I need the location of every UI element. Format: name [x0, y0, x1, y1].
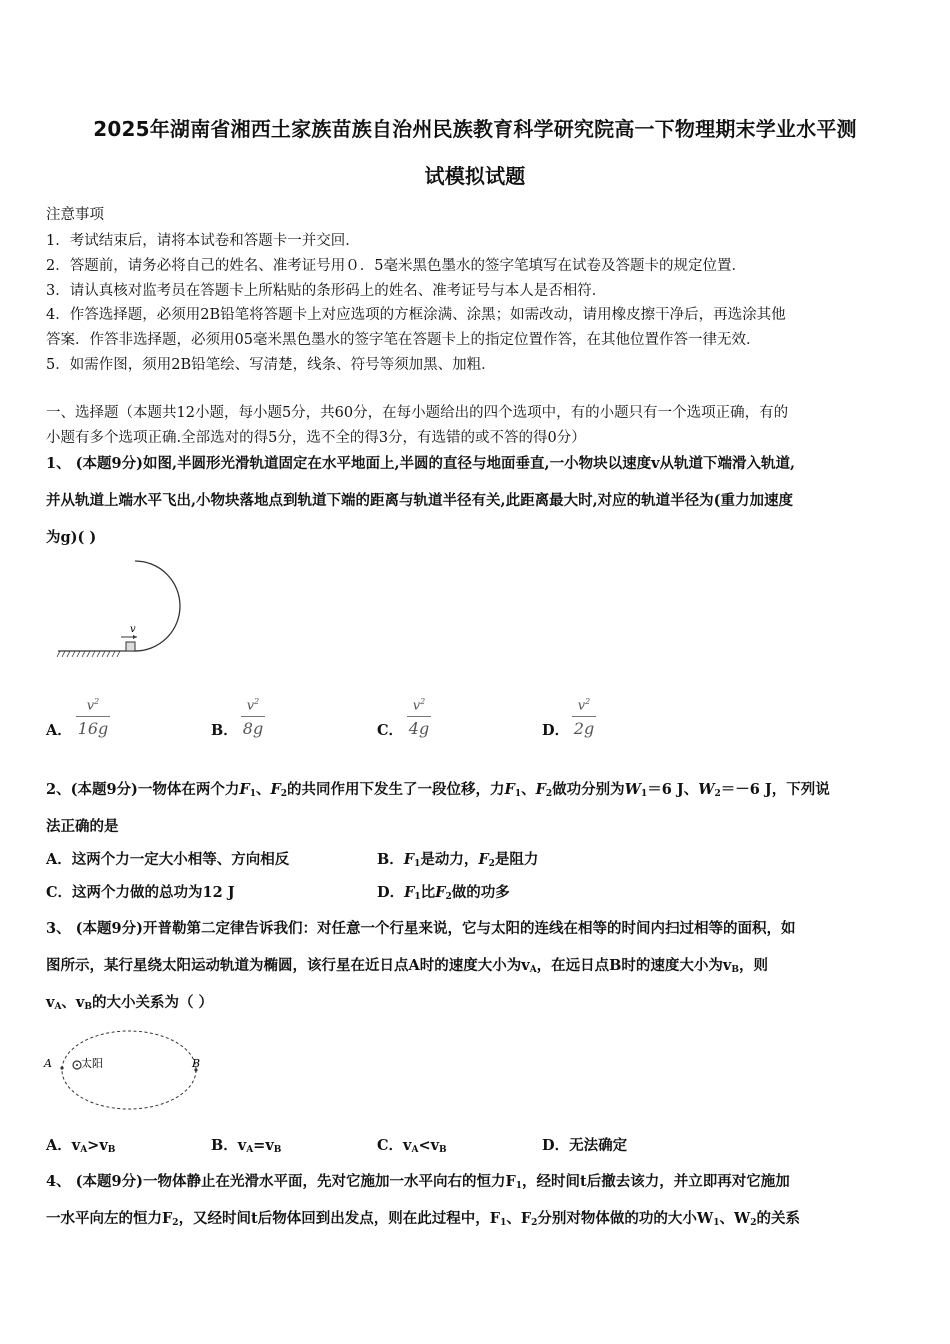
q2-option-d: D．$F_1$比$F_2$做的功多 — [377, 884, 510, 902]
q3-ellipse-orbit-figure — [40, 1028, 210, 1113]
ground-hatching — [57, 651, 120, 657]
q3-text-line1: 3、 (本题9分)开普勒第二定律告诉我们：对任意一个行星来说，它与太阳的连线在相等的时间内扫过相等的面积，如 — [46, 920, 796, 937]
notice-heading: 注意事项 — [46, 207, 104, 223]
q2-text-line1: 2、(本题9分)一物体在两个力$F_1$、$F_2$的共同作用下发生了一段位移，力$F_1$、$F_2$做功分别为$W_1=6$ J、$W_2=-6$ J，下列说 — [46, 781, 830, 799]
q4-text-line1: 4、 (本题9分)一物体静止在光滑水平面，先对它施加一水平向右的恒力$F_1$，经时间t后撤去该力，并立即再对它施加 — [46, 1173, 790, 1191]
q1-option-c-fraction: $v^2$ 4g — [408, 697, 430, 739]
q3-text-line3: $v_A$、$v_B$的大小关系为（ ） — [46, 994, 214, 1012]
notice-item: 5．如需作图，须用2B铅笔绘、写清楚，线条、符号等须加黑、加粗． — [46, 357, 496, 373]
section-heading-line2: 小题有多个选项正确.全部选对的得5分，选不全的得3分，有选错的或不答的得0分） — [46, 430, 586, 446]
q1-option-a-label: A． — [46, 722, 72, 739]
arrow-head-icon — [133, 635, 137, 639]
point-b-label: B — [192, 1057, 201, 1070]
section-heading-line1: 一、选择题（本题共12小题，每小题5分，共60分，在每小题给出的四个选项中，有的小题只有一个选项正确，有的 — [46, 405, 789, 421]
fraction-denominator: 8g — [242, 719, 264, 739]
fraction-numerator: v — [412, 698, 421, 714]
notice-item: 答案．作答非选择题，必须用05毫米黑色墨水的签字笔在答题卡上的指定位置作答，在其他位置作答一律无效． — [46, 332, 761, 348]
small-block — [126, 642, 135, 651]
fraction-denominator: 4g — [408, 719, 430, 739]
q1-text-line2: 并从轨道上端水平飞出,小物块落地点到轨道下端的距离与轨道半径有关,此距离最大时,对应的轨道半径为(重力加速度 — [46, 492, 794, 509]
q3-option-c: C．$v_A<v_B$ — [377, 1137, 447, 1155]
q1-text-line3: 为g)( ) — [46, 529, 97, 546]
fraction-denominator: 2g — [573, 719, 595, 739]
planet-at-a-icon — [60, 1066, 63, 1069]
notice-item: 2．答题前，请务必将自己的姓名、准考证号用０．5毫米黑色墨水的签字笔填写在试卷及答题卡的规定位置． — [46, 258, 746, 274]
q1-option-d-label: D． — [542, 722, 570, 739]
q2-text-line2: 法正确的是 — [46, 818, 119, 835]
q1-text-line1: 1、 (本题9分)如图,半圆形光滑轨道固定在水平地面上,半圆的直径与地面垂直,一小物块以速度v从轨道下端滑入轨道, — [46, 455, 796, 472]
q3-option-a: A．$v_A>v_B$ — [46, 1137, 116, 1155]
q1-option-c-label: C． — [377, 722, 404, 739]
q3-text-line2: 图所示，某行星绕太阳运动轨道为椭圆，该行星在近日点A时的速度大小为$v_A$，在远日点B时的速度大小为$v_B$，则 — [46, 957, 768, 975]
fraction-denominator: 16g — [77, 719, 109, 739]
velocity-label: v — [130, 624, 136, 635]
fraction-numerator: v — [577, 698, 586, 714]
notice-item: 3．请认真核对监考员在答题卡上所粘贴的条形码上的姓名、准考证号与本人是否相符． — [46, 283, 607, 299]
q1-option-b-fraction: $v^2$ 8g — [242, 697, 264, 739]
q2-option-a: A．这两个力一定大小相等、方向相反 — [46, 851, 290, 868]
sun-label: 太阳 — [81, 1057, 103, 1070]
fraction-numerator: v — [86, 698, 95, 714]
exam-title-line1: 2025年湖南省湘西土家族苗族自治州民族教育科学研究院高一下物理期末学业水平测 — [93, 117, 857, 141]
notice-item: 1．考试结束后，请将本试卷和答题卡一并交回． — [46, 233, 360, 249]
ellipse-orbit — [62, 1031, 196, 1109]
q2-option-c: C．这两个力做的总功为12 J — [46, 884, 235, 901]
q1-option-d-fraction: $v^2$ 2g — [573, 697, 595, 739]
q3-option-d: D．无法确定 — [542, 1137, 628, 1154]
notice-item: 4．作答选择题，必须用2B铅笔将答题卡上对应选项的方框涂满、涂黑；如需改动，请用橡皮擦干净后，再选涂其他 — [46, 307, 786, 323]
semicircle-track — [135, 561, 180, 651]
point-a-label: A — [44, 1057, 52, 1070]
q1-option-b-label: B． — [211, 722, 238, 739]
q3-option-b: B．$v_A=v_B$ — [211, 1137, 282, 1155]
q4-text-line2: 一水平向左的恒力$F_2$，又经时间t后物体回到出发点，则在此过程中，$F_1$、$F_2$分别对物体做的功的大小$W_1$、$W_2$的关系 — [46, 1210, 801, 1228]
q1-option-a-fraction: $v^2$ 16g — [77, 697, 109, 739]
q2-option-b: B．$F_1$是动力，$F_2$是阻力 — [377, 851, 539, 869]
exam-title-line2: 试模拟试题 — [424, 164, 526, 188]
q1-semicircle-track-figure — [55, 558, 195, 663]
fraction-numerator: v — [246, 698, 255, 714]
